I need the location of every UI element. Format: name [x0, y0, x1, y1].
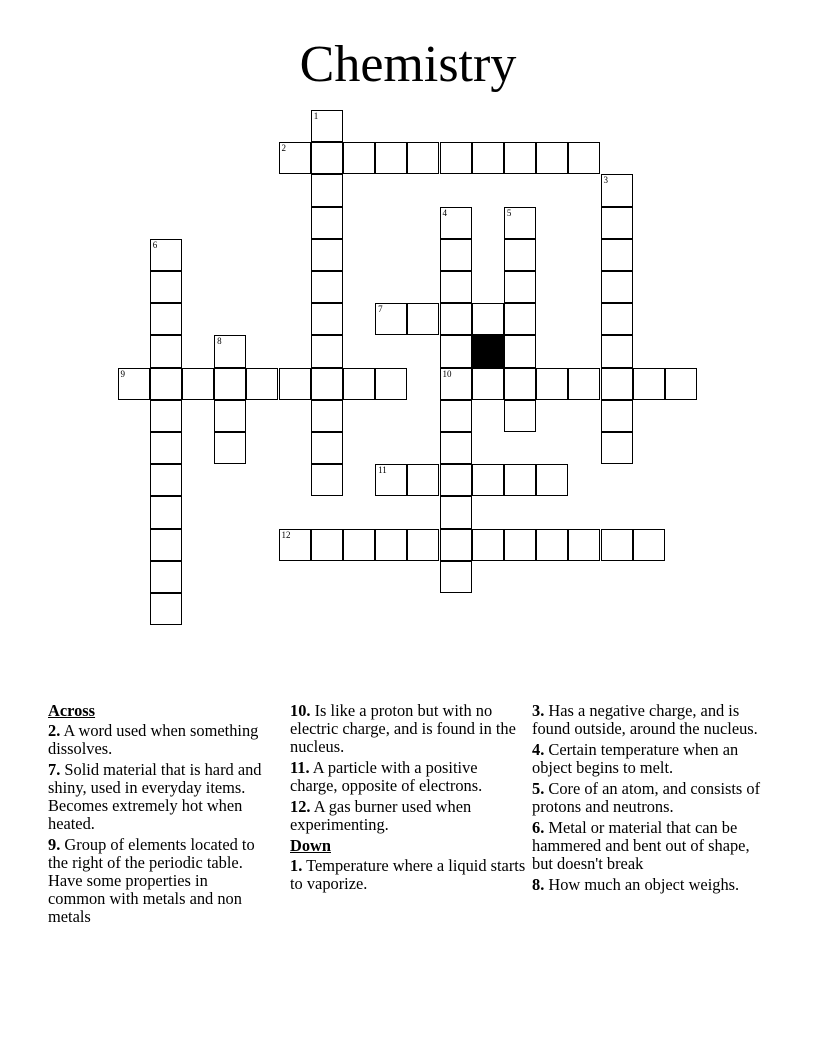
crossword-cell[interactable]	[440, 142, 472, 174]
crossword-cell[interactable]	[440, 432, 472, 464]
crossword-cell[interactable]	[150, 271, 182, 303]
crossword-cell[interactable]	[440, 207, 472, 239]
crossword-cell[interactable]	[504, 400, 536, 432]
crossword-cell[interactable]	[375, 303, 407, 335]
crossword-cell[interactable]	[150, 529, 182, 561]
crossword-cell[interactable]	[214, 432, 246, 464]
clue-down-8	[532, 876, 768, 894]
clues-column-1	[48, 702, 263, 929]
crossword-cell[interactable]	[182, 368, 214, 400]
crossword-cell[interactable]	[343, 142, 375, 174]
crossword-cell[interactable]	[150, 239, 182, 271]
crossword-cell[interactable]	[472, 303, 504, 335]
clue-number: 7.	[48, 760, 61, 779]
crossword-cell[interactable]	[440, 303, 472, 335]
crossword-cell[interactable]	[472, 529, 504, 561]
crossword-cell[interactable]	[568, 368, 600, 400]
crossword-cell[interactable]	[214, 335, 246, 367]
crossword-cell[interactable]	[118, 368, 150, 400]
clue-text: Group of elements located to the right of the periodic table. Have some properties in common with metals and non metals	[48, 835, 255, 926]
crossword-cell[interactable]	[601, 368, 633, 400]
crossword-cell[interactable]	[311, 368, 343, 400]
clue-down-1	[290, 857, 528, 893]
cell-number: 11	[378, 465, 387, 476]
clue-text: Metal or material that can be hammered and bent out of shape, but doesn't break	[532, 818, 750, 873]
crossword-cell[interactable]	[601, 303, 633, 335]
crossword-cell[interactable]	[279, 529, 311, 561]
clue-number: 10.	[290, 701, 311, 720]
crossword-cell[interactable]	[440, 368, 472, 400]
crossword-cell[interactable]	[311, 303, 343, 335]
cell-number: 5	[506, 207, 512, 218]
clue-text: A particle with a positive charge, opposite of electrons.	[290, 758, 483, 795]
crossword-cell[interactable]	[311, 464, 343, 496]
crossword-cell[interactable]	[150, 335, 182, 367]
clue-number: 5.	[532, 779, 545, 798]
cell-number: 2	[281, 143, 286, 154]
crossword-cell[interactable]	[504, 207, 536, 239]
crossword-cell[interactable]	[214, 368, 246, 400]
clue-number: 12.	[290, 797, 311, 816]
crossword-cell[interactable]	[440, 335, 472, 367]
crossword-cell[interactable]	[375, 142, 407, 174]
clue-down-3	[532, 702, 768, 738]
crossword-cell[interactable]	[311, 335, 343, 367]
clue-down-4	[532, 741, 768, 777]
crossword-cell[interactable]	[601, 400, 633, 432]
crossword-cell[interactable]	[601, 239, 633, 271]
crossword-cell[interactable]	[440, 464, 472, 496]
down-header: Down	[290, 836, 331, 855]
crossword-cell[interactable]	[150, 303, 182, 335]
clue-across-2	[48, 722, 263, 758]
clue-down-5	[532, 780, 768, 816]
crossword-cell[interactable]	[440, 529, 472, 561]
crossword-cell[interactable]	[150, 561, 182, 593]
crossword-cell[interactable]	[504, 271, 536, 303]
crossword-cell[interactable]	[536, 529, 568, 561]
crossword-cell[interactable]	[375, 529, 407, 561]
crossword-cell[interactable]	[536, 464, 568, 496]
clue-across-7	[48, 761, 263, 833]
crossword-cell[interactable]	[311, 529, 343, 561]
crossword-cell[interactable]	[311, 239, 343, 271]
cell-number: 12	[281, 529, 291, 540]
crossword-cell[interactable]	[440, 496, 472, 528]
clue-text: Has a negative charge, and is found outside, around the nucleus.	[532, 701, 758, 738]
clue-number: 9.	[48, 835, 61, 854]
clue-across-9	[48, 836, 263, 926]
clue-text: Certain temperature when an object begins to melt.	[532, 740, 739, 777]
crossword-cell[interactable]	[407, 464, 439, 496]
clue-text: A word used when something dissolves.	[48, 721, 259, 758]
crossword-cell[interactable]	[536, 368, 568, 400]
cell-number: 4	[442, 207, 447, 218]
crossword-cell[interactable]	[440, 239, 472, 271]
crossword-cell[interactable]	[504, 368, 536, 400]
clue-across-11	[290, 759, 528, 795]
clue-text: Core of an atom, and consists of protons and neutrons.	[532, 779, 761, 816]
cell-number: 7	[378, 304, 383, 315]
crossword-cell[interactable]	[665, 368, 697, 400]
clue-number: 4.	[532, 740, 545, 759]
clue-number: 11.	[290, 758, 310, 777]
page-title: Chemistry	[299, 36, 517, 93]
across-header: Across	[48, 701, 96, 720]
crossword-cell[interactable]	[568, 142, 600, 174]
clue-text: Is like a proton but with no electric charge, and is found in the nucleus.	[290, 701, 516, 756]
crossword-cell[interactable]	[504, 529, 536, 561]
crossword-cell[interactable]	[311, 400, 343, 432]
cell-number: 9	[120, 368, 125, 379]
clue-text: How much an object weighs.	[544, 875, 740, 894]
clue-text: Solid material that is hard and shiny, used in everyday items. Becomes extremely hot when heated.	[48, 760, 262, 833]
clue-number: 1.	[290, 856, 303, 875]
crossword-cell[interactable]	[601, 529, 633, 561]
cell-number: 3	[603, 175, 608, 186]
crossword-cell[interactable]	[150, 593, 182, 625]
clues-column-2	[290, 702, 528, 896]
cell-number: 8	[217, 336, 222, 347]
clue-across-12	[290, 798, 528, 834]
crossword-cell[interactable]	[311, 142, 343, 174]
crossword-black-cell	[472, 335, 504, 367]
crossword-cell[interactable]	[311, 174, 343, 206]
crossword-cell[interactable]	[536, 142, 568, 174]
crossword-cell[interactable]	[343, 529, 375, 561]
crossword-cell[interactable]	[311, 271, 343, 303]
cell-number: 10	[442, 368, 452, 379]
crossword-cell[interactable]	[601, 432, 633, 464]
crossword-cell[interactable]	[150, 464, 182, 496]
crossword-cell[interactable]	[407, 303, 439, 335]
crossword-cell[interactable]	[150, 496, 182, 528]
crossword-cell[interactable]	[440, 561, 472, 593]
crossword-cell[interactable]	[279, 142, 311, 174]
crossword-cell[interactable]	[601, 207, 633, 239]
crossword-cell[interactable]	[568, 529, 600, 561]
crossword-cell[interactable]	[375, 464, 407, 496]
crossword-cell[interactable]	[343, 368, 375, 400]
clue-down-6	[532, 819, 768, 873]
crossword-cell[interactable]	[472, 142, 504, 174]
crossword-cell[interactable]	[407, 142, 439, 174]
crossword-cell[interactable]	[504, 303, 536, 335]
crossword-cell[interactable]	[375, 368, 407, 400]
crossword-cell[interactable]	[601, 335, 633, 367]
crossword-cell[interactable]	[214, 400, 246, 432]
crossword-cell[interactable]	[440, 271, 472, 303]
crossword-cell[interactable]	[246, 368, 278, 400]
crossword-cell[interactable]	[440, 400, 472, 432]
crossword-cell[interactable]	[504, 142, 536, 174]
crossword-cell[interactable]	[504, 239, 536, 271]
crossword-cell[interactable]	[504, 335, 536, 367]
crossword-cell[interactable]	[633, 368, 665, 400]
crossword-cell[interactable]	[633, 529, 665, 561]
clues-column-3	[532, 702, 768, 897]
crossword-cell[interactable]	[311, 110, 343, 142]
crossword-cell[interactable]	[504, 464, 536, 496]
crossword-cell[interactable]	[150, 368, 182, 400]
clue-number: 3.	[532, 701, 545, 720]
crossword-cell[interactable]	[472, 464, 504, 496]
crossword-cell[interactable]	[601, 271, 633, 303]
cell-number: 1	[313, 111, 319, 121]
clue-number: 6.	[532, 818, 545, 837]
crossword-cell[interactable]	[311, 432, 343, 464]
crossword-cell[interactable]	[279, 368, 311, 400]
crossword-cell[interactable]	[472, 368, 504, 400]
clue-text: Temperature where a liquid starts to vaporize.	[290, 856, 526, 893]
crossword-cell[interactable]	[150, 432, 182, 464]
clue-number: 8.	[532, 875, 545, 894]
clue-across-10	[290, 702, 528, 756]
clue-text: A gas burner used when experimenting.	[290, 797, 472, 834]
cell-number: 6	[152, 239, 158, 250]
crossword-cell[interactable]	[601, 174, 633, 206]
clue-number: 2.	[48, 721, 61, 740]
crossword-cell[interactable]	[311, 207, 343, 239]
crossword-cell[interactable]	[150, 400, 182, 432]
crossword-cell[interactable]	[407, 529, 439, 561]
